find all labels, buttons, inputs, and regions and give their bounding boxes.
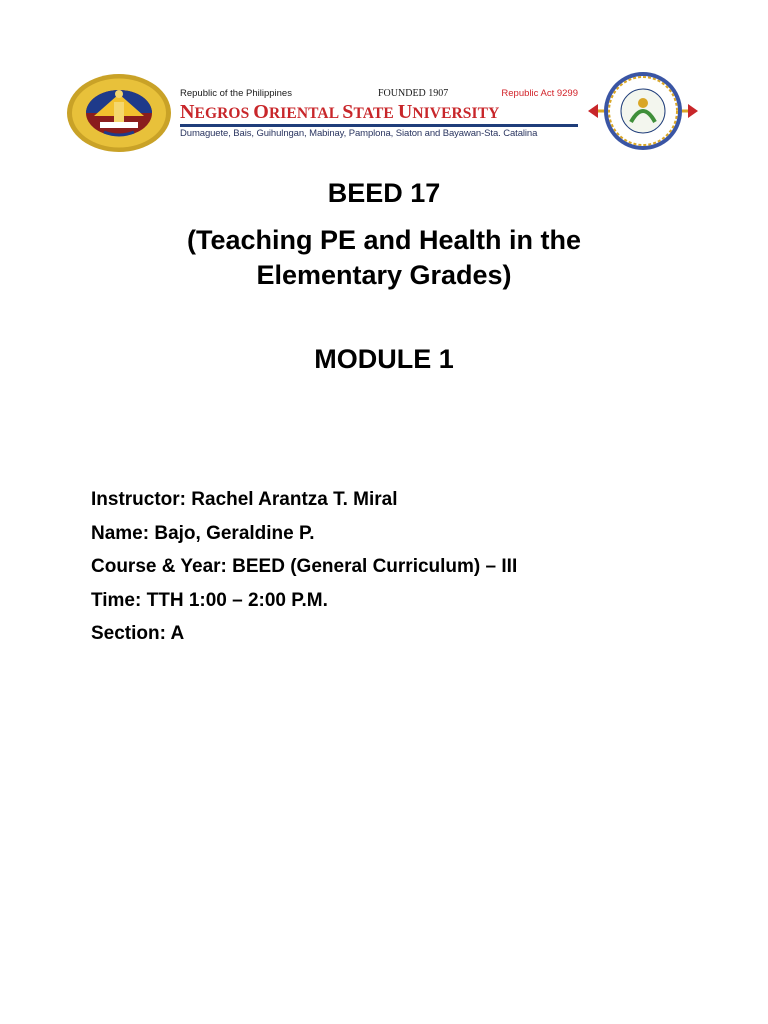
header-divider (180, 124, 578, 127)
student-info-block (91, 488, 517, 656)
time-line: Time: TTH 1:00 – 2:00 P.M. (91, 589, 328, 611)
republic-act-text: Republic Act 9299 (501, 88, 578, 99)
letterhead (0, 0, 768, 165)
campuses-text: Dumaguete, Bais, Guihulngan, Mabinay, Pamplona, Siaton and Bayawan-Sta. Catalina (180, 128, 538, 139)
university-name (180, 101, 580, 124)
course-title-line-2: Elementary Grades) (256, 260, 512, 290)
course-code-heading: BEED 17 (327, 178, 441, 208)
republic-text: Republic of the Philippines (180, 88, 292, 99)
instructor-line: Instructor: Rachel Arantza T. Miral (91, 489, 398, 510)
module-heading: MODULE 1 (314, 344, 454, 374)
college-of-education-seal-logo (586, 70, 700, 152)
course-title-line-1: (Teaching PE and Health in the (186, 225, 582, 255)
course-year-line: Course & Year: BEED (General Curriculum) – III (91, 556, 518, 577)
university-seal-logo (64, 72, 174, 154)
section-line: Section: A (91, 623, 185, 644)
course-title-heading (0, 223, 768, 293)
university-name-render: NEGROS ORIENTAL STATE UNIVERSITY (180, 101, 500, 123)
student-name-line: Name: Bajo, Geraldine P. (91, 522, 315, 544)
founded-text: FOUNDED 1907 (378, 88, 449, 99)
